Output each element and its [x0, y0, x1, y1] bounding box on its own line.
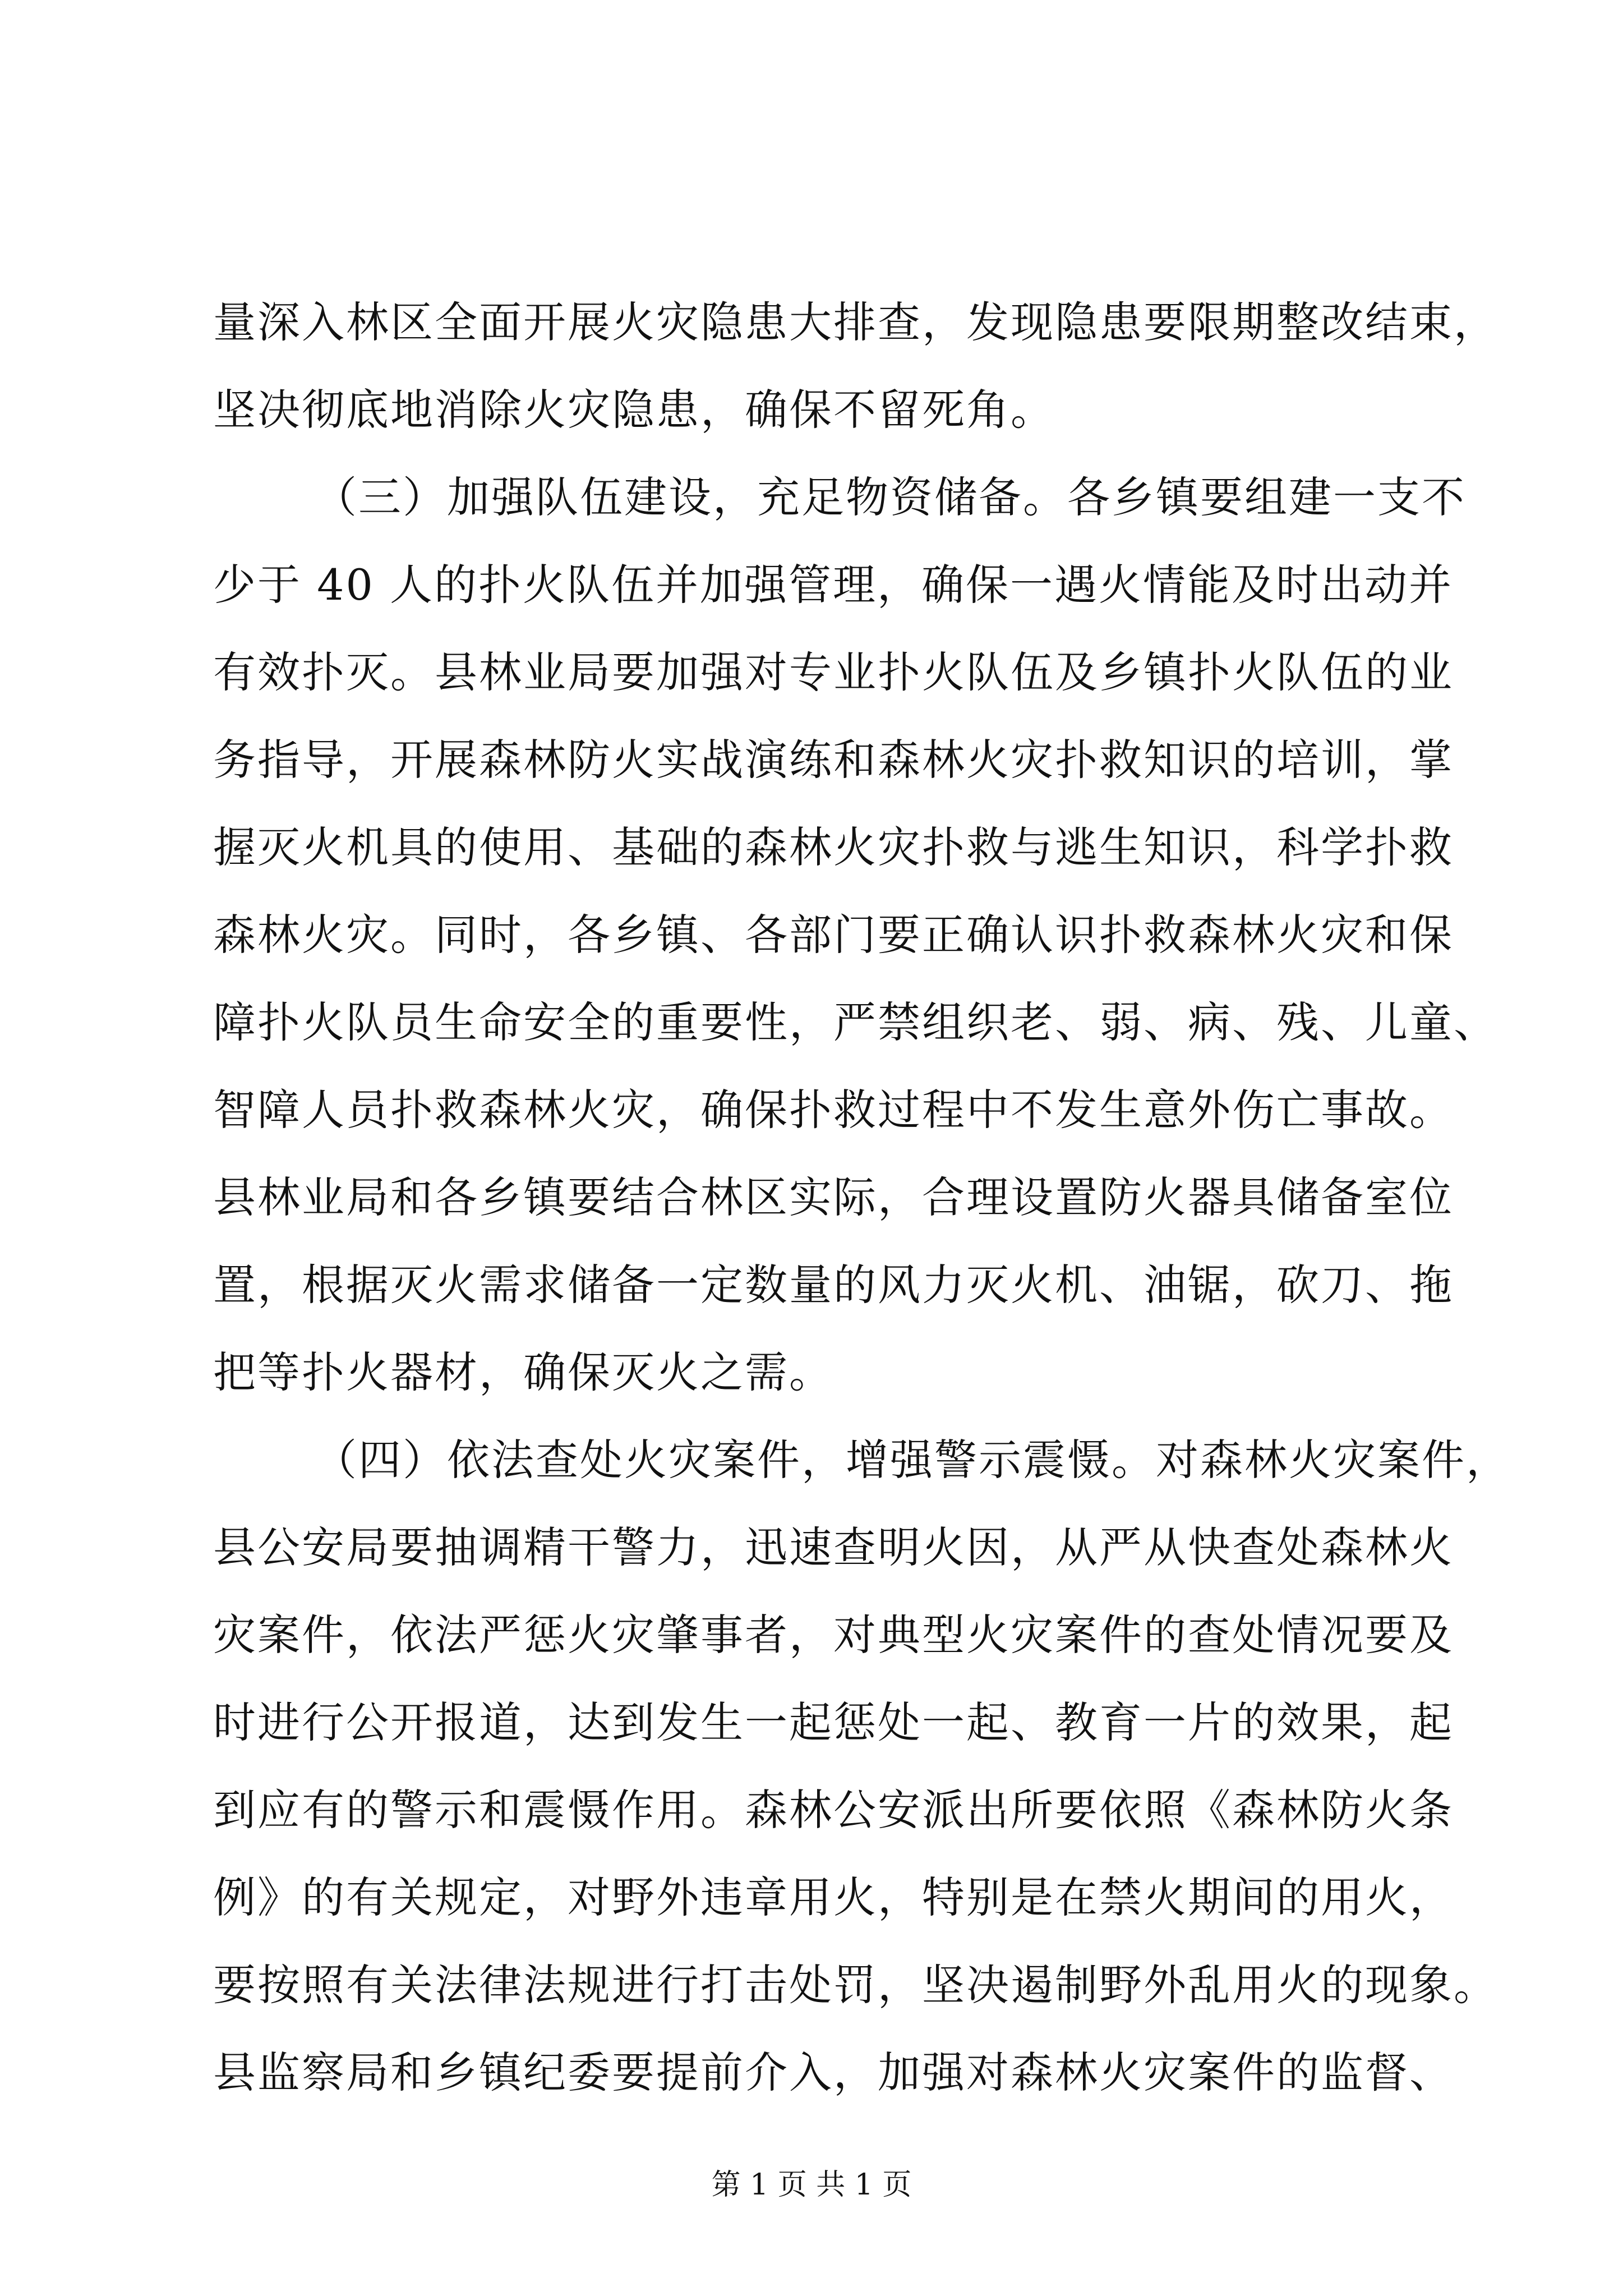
text-line: 智障人员扑救森林火灾，确保扑救过程中不发生意外伤亡事故。 [213, 1085, 1454, 1135]
text-line: 置，根据灭火需求储备一定数量的风力灭火机、油锯，砍刀、拖 [213, 1260, 1454, 1310]
page-number-footer: 第 1 页 共 1 页 [711, 2168, 912, 2202]
text-line: 要按照有关法律法规进行打击处罚，坚决遏制野外乱用火的现象。 [213, 1960, 1498, 2010]
paragraph-heading-line: （三）加强队伍建设，充足物资储备。各乡镇要组建一支不 [314, 472, 1466, 522]
text-line: 障扑火队员生命安全的重要性，严禁组织老、弱、病、残、儿童、 [213, 997, 1498, 1047]
text-line: 县公安局要抽调精干警力，迅速查明火因，从严从快查处森林火 [213, 1522, 1454, 1572]
text-line: 坚决彻底地消除火灾隐患，确保不留死角。 [213, 385, 1055, 435]
text-line: 县监察局和乡镇纪委要提前介入，加强对森林火灾案件的监督、 [213, 2047, 1454, 2097]
text-line: 灾案件，依法严惩火灾肇事者，对典型火灾案件的查处情况要及 [213, 1610, 1454, 1660]
text-line: 县林业局和各乡镇要结合林区实际，合理设置防火器具储备室位 [213, 1172, 1454, 1222]
text-line: 时进行公开报道，达到发生一起惩处一起、教育一片的效果，起 [213, 1697, 1454, 1747]
text-line: 森林火灾。同时，各乡镇、各部门要正确认识扑救森林火灾和保 [213, 910, 1454, 960]
text-line: 到应有的警示和震慑作用。森林公安派出所要依照《森林防火条 [213, 1785, 1454, 1835]
text-line: 有效扑灭。县林业局要加强对专业扑火队伍及乡镇扑火队伍的业 [213, 647, 1454, 697]
text-line: 把等扑火器材，确保灭火之需。 [213, 1347, 833, 1397]
text-line: 例》的有关规定，对野外违章用火，特别是在禁火期间的用火， [213, 1872, 1454, 1922]
paragraph-heading-line: （四）依法查处火灾案件，增强警示震慑。对森林火灾案件， [314, 1435, 1510, 1485]
text-line: 少于 40 人的扑火队伍并加强管理，确保一遇火情能及时出动并 [213, 560, 1454, 610]
text-line: 务指导，开展森林防火实战演练和森林火灾扑救知识的培训，掌 [213, 735, 1454, 785]
text-line: 量深入林区全面开展火灾隐患大排查，发现隐患要限期整改结束， [213, 297, 1498, 347]
text-line: 握灭火机具的使用、基础的森林火灾扑救与逃生知识，科学扑救 [213, 822, 1454, 872]
